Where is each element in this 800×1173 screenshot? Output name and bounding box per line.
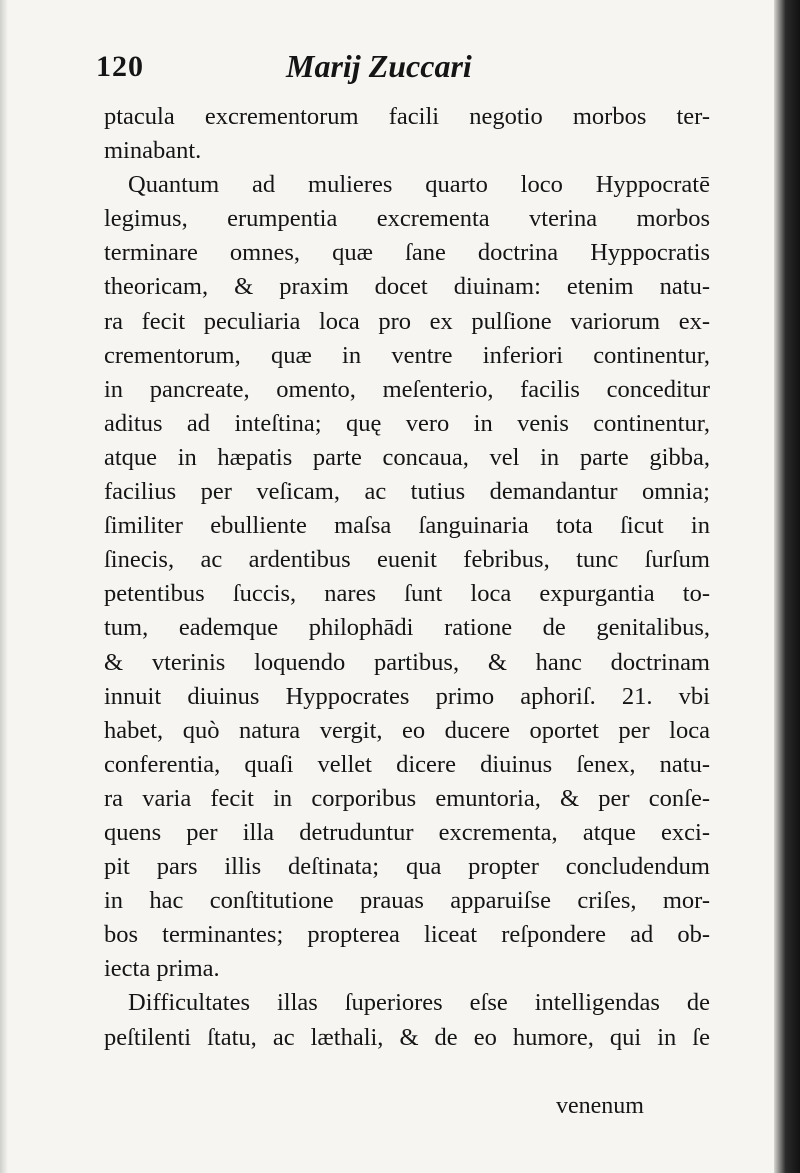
text-line: innuit diuinus Hyppocrates primo aphoriſ. 21. vbi bbox=[104, 682, 710, 710]
text-line: ra fecit peculiaria loca pro ex pulſione variorum ex- bbox=[104, 307, 710, 335]
text-line: petentibus ſuccis, nares ſunt loca expurgantia to- bbox=[104, 580, 710, 608]
text-line: & vterinis loquendo partibus, & hanc doctrinam bbox=[104, 648, 710, 676]
text-line: aditus ad inteſtina; quę vero in venis continentur, bbox=[104, 409, 710, 437]
running-head: Marij Zuccari bbox=[286, 48, 472, 84]
page-number: 120 bbox=[96, 50, 144, 83]
page-header bbox=[96, 48, 716, 92]
text-line: in pancreate, omento, meſenterio, facilis conceditur bbox=[104, 375, 710, 403]
text-line: crementorum, quæ in ventre inferiori continentur, bbox=[104, 341, 710, 369]
text-line: bos terminantes; propterea liceat reſpondere ad ob- bbox=[104, 921, 710, 949]
catchword: venenum bbox=[556, 1093, 644, 1119]
text-line: ſimiliter ebulliente maſsa ſanguinaria tota ſicut in bbox=[104, 512, 710, 540]
text-line: ſinecis, ac ardentibus euenit febribus, tunc ſurſum bbox=[104, 546, 710, 574]
text-line: legimus, erumpentia excrementa vterina morbos bbox=[104, 205, 710, 233]
text-line: terminare omnes, quæ ſane doctrina Hyppocratis bbox=[104, 239, 710, 267]
text-line: theoricam, & praxim docet diuinam: etenim natu- bbox=[104, 273, 710, 301]
text-line: atque in hæpatis parte concaua, vel in parte gibba, bbox=[104, 443, 710, 471]
text-line: quens per illa detruduntur excrementa, atque exci- bbox=[104, 818, 710, 846]
body-text bbox=[104, 100, 710, 1055]
page-gutter-shadow bbox=[0, 0, 8, 1173]
text-line: tum, eademque philophādi ratione de genitalibus, bbox=[104, 614, 710, 642]
text-line: habet, quò natura vergit, eo ducere oportet per loca bbox=[104, 716, 710, 744]
text-line: conferentia, quaſi vellet dicere diuinus ſenex, natu- bbox=[104, 750, 710, 778]
text-line: minabant. bbox=[104, 137, 202, 165]
page-fore-edge-shadow bbox=[774, 0, 800, 1173]
text-line: iecta prima. bbox=[104, 955, 220, 983]
text-line: ptacula excrementorum facili negotio morbos ter- bbox=[104, 103, 710, 130]
text-line: facilius per veſicam, ac tutius demandantur omnia; bbox=[104, 478, 710, 506]
text-line: Quantum ad mulieres quarto loco Hyppocratē bbox=[128, 171, 710, 199]
text-line: ra varia fecit in corporibus emuntoria, & per conſe- bbox=[104, 784, 710, 812]
text-line: peſtilenti ſtatu, ac læthali, & de eo humore, qui in ſe bbox=[104, 1023, 710, 1051]
text-line: Difficultates illas ſuperiores eſse intelligendas de bbox=[128, 989, 710, 1017]
text-line: in hac conſtitutione prauas apparuiſse criſes, mor- bbox=[104, 887, 710, 915]
text-line: pit pars illis deſtinata; qua propter concludendum bbox=[104, 853, 710, 881]
bleed-through-margin-note-upper bbox=[10, 505, 92, 603]
